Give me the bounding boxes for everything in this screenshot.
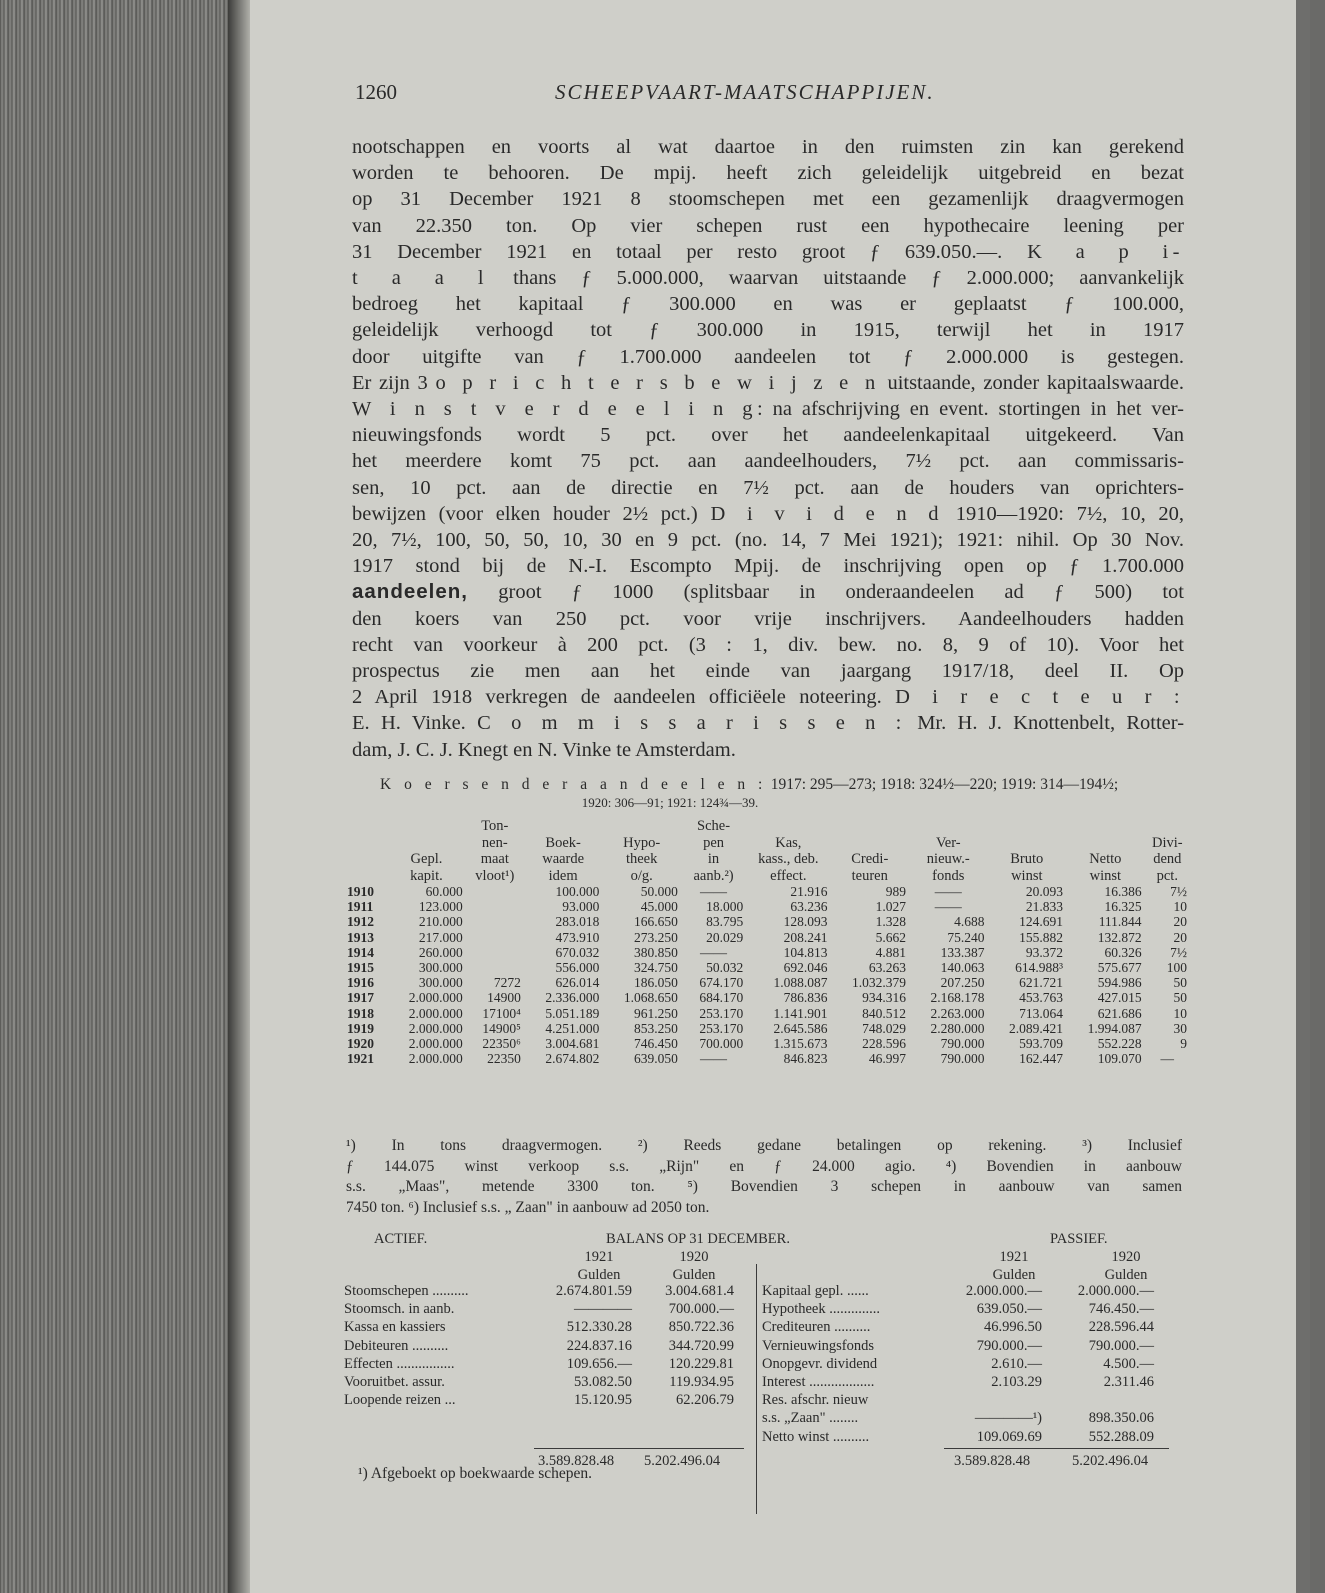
table-cell: 45.000 <box>640 899 678 915</box>
actief-col-1920: 1920 Gulden <box>672 1249 716 1284</box>
table-cell: 30 <box>1173 1020 1187 1036</box>
balance-item-label: Stoomschepen .......... <box>344 1283 469 1299</box>
table-row <box>344 899 1190 914</box>
table-cell: 75.240 <box>947 929 985 945</box>
table-cell: 1.328 <box>875 914 907 930</box>
table-cell: 713.064 <box>1019 1005 1064 1021</box>
balance-item-label: Loopende reizen ... <box>344 1392 456 1409</box>
table-cell: 20 <box>1173 929 1187 945</box>
table-cell: 140.063 <box>940 960 985 976</box>
table-cell: 1.315.673 <box>773 1036 828 1052</box>
table-cell: 10 <box>1173 899 1187 915</box>
table-cell: 50.000 <box>640 884 678 899</box>
table-cell: 133.387 <box>940 944 985 960</box>
table-cell: 4.251.000 <box>545 1020 600 1036</box>
text-line: nootschappen en voorts al wat daartoe in den ruimsten zin kan gerekend <box>352 136 1184 158</box>
balance-item-label: Debiteuren .......... <box>344 1337 449 1354</box>
table-cell: 217.000 <box>418 929 463 945</box>
text-line: 31 December 1921 en totaal per resto groot ƒ 639.050.—. K a p i- <box>352 240 1184 263</box>
balance-item-label: Onopgevr. dividend <box>762 1355 878 1372</box>
table-cell <box>466 945 524 960</box>
spaced-oprichtersbewijzen: o p r i c h t e r s b e w i j z e n <box>435 371 880 394</box>
text-line: sen, 10 pct. aan de directie en 7½ pct. aan de houders van oprichters- <box>352 476 1184 499</box>
text-line: dam, J. C. J. Knegt en N. Vinke te Amsterdam. <box>352 738 736 761</box>
balance-value-1920: 898.350.06 <box>1088 1410 1154 1427</box>
table-cell: 748.029 <box>862 1020 907 1036</box>
col-header-year <box>344 818 387 884</box>
book-page <box>250 0 1310 1593</box>
table-cell: 3.004.681 <box>545 1036 600 1052</box>
passief-row <box>762 1373 1192 1391</box>
balance-value-1920: 62.206.79 <box>676 1392 734 1409</box>
table-cell: 18.000 <box>706 899 744 915</box>
table-row <box>344 884 1190 899</box>
table-cell: 93.372 <box>1025 944 1064 960</box>
book-page-edges <box>0 0 250 1593</box>
table-cell: 575.677 <box>1097 960 1142 976</box>
actief-row <box>344 1391 749 1409</box>
table-cell: 208.241 <box>783 929 828 945</box>
balance-value-1921: 512.330.28 <box>566 1319 632 1336</box>
table-cell: 16.386 <box>1104 884 1142 899</box>
spaced-kapitaal: K a p i- <box>1027 240 1184 263</box>
text-line: van 22.350 ton. Op vier schepen rust een hypothecaire leening per <box>352 214 1184 237</box>
table-cell: 273.250 <box>634 929 678 945</box>
table-cell: 10 <box>1173 1005 1187 1021</box>
passief-label: PASSIEF. <box>1050 1231 1108 1247</box>
text-line: bedroeg het kapitaal ƒ 300.000 en was er geplaatst ƒ 100.000, <box>352 293 1184 316</box>
balance-value-1920: 3.004.681.4 <box>665 1283 734 1299</box>
passief-total-rule <box>944 1448 1169 1449</box>
passief-row <box>762 1300 1192 1318</box>
passief-col-1920: 1920 Gulden <box>1104 1249 1148 1284</box>
actief-total-rule <box>534 1448 744 1449</box>
col-header: Credi- teuren <box>851 851 889 884</box>
koersen-line-1: K o e r s e n d e r a a n d e e l e n : 1917: 295—273; 1918: 324½—220; 1919: 314—194½; <box>380 776 1119 793</box>
balance-value-1921: 790.000.— <box>976 1337 1042 1354</box>
text-line: den koers van 250 pct. voor vrije inschrijvers. Aandeelhouders hadden <box>352 607 1184 630</box>
table-cell: —— <box>700 1051 728 1067</box>
running-title: SCHEEPVAART-MAATSCHAPPIJEN. <box>555 80 935 104</box>
spaced-kapitaal-cont: t a a l <box>352 267 489 290</box>
actief-row <box>344 1300 749 1318</box>
table-cell <box>466 899 524 914</box>
table-cell: 1.068.650 <box>623 990 678 1006</box>
table-row <box>344 1021 1190 1036</box>
actief-row <box>344 1373 749 1391</box>
text-line: het meerdere komt 75 pct. aan aandeelhouders, 7½ pct. aan commissaris- <box>352 450 1184 473</box>
table-cell <box>466 914 524 929</box>
financial-table <box>344 818 1190 1066</box>
table-cell: 124.691 <box>1019 914 1064 930</box>
table-cell: 5.662 <box>875 929 907 945</box>
balance-value-1921: 2.610.— <box>991 1355 1042 1372</box>
table-cell: 670.032 <box>555 944 600 960</box>
text-line: recht van voorkeur à 200 pct. (3 : 1, div. bew. no. 8, 9 of 10). Voor het <box>352 633 1184 656</box>
table-cell: 14900 <box>487 990 521 1006</box>
table-row <box>344 990 1190 1005</box>
balance-divider <box>756 1264 757 1514</box>
year-cell: 1918 <box>347 1005 374 1021</box>
passief-row <box>762 1337 1192 1355</box>
table-cell: 300.000 <box>418 960 463 976</box>
table-cell: 63.263 <box>868 960 907 976</box>
passief-row <box>762 1391 1192 1409</box>
table-row <box>344 1006 1190 1021</box>
text-line: Er zijn 3 o p r i c h t e r s b e w i j z e n uitstaande, zonder kapitaalswaarde. <box>352 371 1184 394</box>
passief-row <box>762 1318 1192 1336</box>
col-header: Divi- dend pct. <box>1151 834 1183 884</box>
balance-value-1921: 109.656.— <box>566 1355 632 1372</box>
year-cell: 1912 <box>347 914 374 930</box>
actief-list <box>344 1282 749 1409</box>
text-line: aandeelen, groot ƒ 1000 (splitsbaar in onderaandeelen ad ƒ 500) tot <box>352 580 1184 604</box>
table-cell: 639.050 <box>634 1051 678 1067</box>
table-cell: 621.721 <box>1019 975 1064 991</box>
balance-header <box>344 1230 1189 1248</box>
text-line: op 31 December 1921 8 stoomschepen met een gezamenlijk draagvermogen <box>352 188 1184 211</box>
balance-value-1921: ————¹) <box>974 1410 1042 1427</box>
table-cell: 473.910 <box>555 929 600 945</box>
table-cell: 186.050 <box>634 975 678 991</box>
table-cell: 155.882 <box>1019 929 1064 945</box>
table-cell: 1.032.379 <box>852 975 907 991</box>
year-cell: 1920 <box>347 1036 374 1052</box>
balance-item-label: Crediteuren .......... <box>762 1319 871 1336</box>
balance-value-1920: 344.720.99 <box>668 1337 734 1354</box>
actief-label: ACTIEF. <box>374 1231 428 1247</box>
col-header: Hypo- theek o/g. <box>623 834 661 884</box>
text-line: W i n s t v e r d e e l i n g: na afschrijving en event. stortingen in het ver- <box>352 398 1184 421</box>
table-cell: 83.795 <box>706 914 744 930</box>
table-cell: 283.018 <box>555 914 600 930</box>
table-cell: 300.000 <box>418 975 463 991</box>
table-cell: 109.070 <box>1097 1051 1142 1067</box>
table-cell: 100.000 <box>555 884 600 899</box>
table-cell: 786.836 <box>783 990 828 1006</box>
balance-value-1920: 790.000.— <box>1088 1337 1154 1354</box>
balance-item-label: Kassa en kassiers <box>344 1319 446 1336</box>
table-cell: 22350⁶ <box>482 1036 521 1052</box>
col-header: Kas, kass., deb. effect. <box>758 834 819 884</box>
table-cell: 20 <box>1173 914 1187 930</box>
balance-value-1920: 120.229.81 <box>668 1355 734 1372</box>
footnote-line: s.s. „Maas", metende 3300 ton. ⁵) Bovendien 3 schepen in aanbouw van samen <box>346 1178 1182 1195</box>
table-cell: 20.093 <box>1025 884 1064 899</box>
table-cell: 746.450 <box>634 1036 678 1052</box>
table-cell: 46.997 <box>868 1051 907 1067</box>
balance-item-label: Res. afschr. nieuw <box>762 1392 869 1409</box>
balance-value-1920: 552.288.09 <box>1088 1428 1154 1445</box>
table-cell: 162.447 <box>1019 1051 1064 1067</box>
balance-value-1921: 15.120.95 <box>574 1392 632 1409</box>
table-cell: 207.250 <box>940 975 985 991</box>
table-cell: 2.000.000 <box>408 1005 463 1021</box>
table-row <box>344 960 1190 975</box>
table-cell: 93.000 <box>562 899 600 915</box>
table-cell: — <box>1160 1051 1175 1067</box>
col-header: Netto winst <box>1089 851 1122 884</box>
text-line: 20, 7½, 100, 50, 50, 10, 30 en 9 pct. (no. 14, 7 Mei 1921); 1921: nihil. Op 30 Nov. <box>352 529 1184 552</box>
balance-value-1920: 228.596.44 <box>1088 1319 1154 1336</box>
table-row <box>344 930 1190 945</box>
table-cell: 166.650 <box>634 914 678 930</box>
table-cell: 700.000 <box>699 1036 744 1052</box>
table-footnotes <box>346 1136 1182 1218</box>
spaced-dividend: D i v i d e n d <box>710 502 944 525</box>
balance-item-label: Effecten ................ <box>344 1355 455 1372</box>
table-cell: 123.000 <box>418 899 463 915</box>
text-line: t a a l thans ƒ 5.000.000, waarvan uitstaande ƒ 2.000.000; aanvankelijk <box>352 267 1184 290</box>
table-cell: 132.872 <box>1097 929 1142 945</box>
table-cell: 2.000.000 <box>408 990 463 1006</box>
actief-row <box>344 1337 749 1355</box>
balance-value-1921: 224.837.16 <box>566 1337 632 1354</box>
text-line: prospectus zie men aan het einde van jaargang 1917/18, deel II. Op <box>352 660 1184 683</box>
col-header: Boek- waarde idem <box>542 834 585 884</box>
table-cell: 614.988³ <box>1015 960 1064 976</box>
table-cell: 228.596 <box>862 1036 907 1052</box>
balance-value-1920: 850.722.36 <box>668 1319 734 1336</box>
table-cell: 626.014 <box>555 975 600 991</box>
table-cell: 5.051.189 <box>545 1005 600 1021</box>
table-cell: 7272 <box>493 975 521 991</box>
balance-value-1921: ———— <box>574 1301 632 1318</box>
balance-value-1920: 2.311.46 <box>1103 1373 1154 1390</box>
table-cell: 111.844 <box>1098 914 1142 930</box>
text-line: nieuwingsfonds wordt 5 pct. over het aandeelenkapitaal uitgekeerd. Van <box>352 424 1184 447</box>
text-line: 2 April 1918 verkregen de aandeelen officiëele noteering. D i r e c t e u r : <box>352 686 1184 709</box>
table-cell: 7½ <box>1170 884 1187 899</box>
table-cell: 594.986 <box>1097 975 1142 991</box>
balance-value-1920: 700.000.— <box>668 1301 734 1318</box>
table-cell: 50 <box>1173 975 1187 991</box>
table-cell: 427.015 <box>1097 990 1142 1006</box>
table-cell: 846.823 <box>783 1051 828 1067</box>
footnote-line: ƒ 144.075 winst verkoop s.s. „Rijn" en ƒ 24.000 agio. ⁴) Bovendien in aanbouw <box>346 1157 1182 1175</box>
table-cell: 253.170 <box>699 1005 744 1021</box>
year-cell: 1917 <box>347 990 374 1006</box>
table-cell: 7½ <box>1170 944 1187 960</box>
spaced-directeur: D i r e c t e u r : <box>895 686 1184 709</box>
passief-row <box>762 1409 1192 1427</box>
table-cell: 2.168.178 <box>930 990 985 1006</box>
balance-value-1920: 4.500.— <box>1103 1355 1154 1372</box>
passief-row <box>762 1282 1192 1300</box>
table-row <box>344 914 1190 929</box>
year-cell: 1913 <box>347 929 374 945</box>
passief-list <box>762 1282 1192 1446</box>
balance-item-label: Vooruitbet. assur. <box>344 1373 445 1390</box>
balance-item-label: Stoomsch. in aanb. <box>344 1301 455 1318</box>
balance-item-label: Vernieuwingsfonds <box>762 1337 874 1354</box>
passief-row <box>762 1355 1192 1373</box>
table-cell: 556.000 <box>555 960 600 976</box>
table-cell: 253.170 <box>699 1020 744 1036</box>
table-cell: 50.032 <box>706 960 744 976</box>
balance-value-1920: 746.450.— <box>1088 1301 1154 1318</box>
spaced-winstverdeeling: W i n s t v e r d e e l i n g <box>352 398 757 421</box>
col-header: Ver- nieuw.- fonds <box>926 834 970 884</box>
table-cell: 210.000 <box>418 914 463 930</box>
table-cell: 324.750 <box>634 960 678 976</box>
balance-value-1921: 2.674.801.59 <box>555 1283 632 1299</box>
balance-item-label: Interest .................. <box>762 1373 875 1390</box>
table-cell: 2.000.000 <box>408 1020 463 1036</box>
actief-row <box>344 1318 749 1336</box>
table-cell: 22350 <box>487 1051 521 1067</box>
balance-value-1920: 119.934.95 <box>669 1373 734 1390</box>
table-cell: 9 <box>1180 1036 1187 1052</box>
table-cell: 961.250 <box>634 1005 678 1021</box>
table-cell: 2.089.421 <box>1009 1020 1064 1036</box>
table-cell: 593.709 <box>1019 1036 1064 1052</box>
table-cell: 14900⁵ <box>482 1020 521 1036</box>
bold-aandeelen: aandeelen, <box>352 580 468 604</box>
running-header <box>355 80 1190 110</box>
table-cell: 104.813 <box>783 944 828 960</box>
text-line: 1917 stond bij de N.-I. Escompto Mpij. de inschrijving open op ƒ 1.700.000 <box>352 555 1184 578</box>
passief-row <box>762 1428 1192 1446</box>
passief-col-1921: 1921 Gulden <box>992 1249 1036 1284</box>
year-cell: 1910 <box>347 884 374 899</box>
actief-row <box>344 1355 749 1373</box>
koersen-block <box>380 776 1180 812</box>
balance-item-label: Netto winst .......... <box>762 1428 870 1445</box>
table-cell: 2.000.000 <box>408 1036 463 1052</box>
table-cell: 621.686 <box>1097 1005 1142 1021</box>
koersen-line-2: 1920: 306—91; 1921: 124¾—39. <box>581 795 759 810</box>
col-header: Bruto winst <box>1010 851 1044 884</box>
table-cell: —— <box>700 884 728 899</box>
year-cell: 1915 <box>347 960 374 976</box>
table-cell: 1.027 <box>875 899 907 915</box>
year-cell: 1921 <box>347 1051 374 1067</box>
balance-value-1921: 53.082.50 <box>574 1373 632 1390</box>
balance-value-1920: 2.000.000.— <box>1077 1283 1154 1299</box>
text-line: geleidelijk verhoogd tot ƒ 300.000 in 1915, terwijl het in 1917 <box>352 319 1184 342</box>
table-cell <box>466 930 524 945</box>
table-cell: 128.093 <box>783 914 828 930</box>
balance-value-1921: 46.996.50 <box>984 1319 1042 1336</box>
actief-total-1921: 3.589.828.48 <box>538 1453 615 1469</box>
balance-value-1921: 2.000.000.— <box>965 1283 1042 1299</box>
table-cell: 17100⁴ <box>482 1005 521 1021</box>
table-cell: 674.170 <box>699 975 744 991</box>
spaced-commissarissen: C o m m i s s a r i s s e n : <box>477 712 906 735</box>
passief-total-1920: 5.202.496.04 <box>1072 1453 1149 1469</box>
footnote-line: ¹) In tons draagvermogen. ²) Reeds gedane betalingen op rekening. ³) Inclusief <box>346 1137 1182 1154</box>
page-gutter-shadow <box>1296 0 1310 1593</box>
table-cell: 1.141.901 <box>773 1005 828 1021</box>
balance-title: BALANS OP 31 DECEMBER. <box>606 1231 790 1247</box>
table-cell: 260.000 <box>418 944 463 960</box>
footnote-line: 7450 ton. ⁶) Inclusief s.s. „ Zaan" in aanbouw ad 2050 ton. <box>346 1198 710 1216</box>
actief-total-1920: 5.202.496.04 <box>644 1453 721 1469</box>
table-cell: —— <box>934 884 962 899</box>
table-cell: 1.994.087 <box>1087 1020 1142 1036</box>
table-cell: 60.000 <box>425 884 463 899</box>
table-cell: 4.688 <box>954 914 985 930</box>
table-cell: 380.850 <box>634 944 678 960</box>
table-cell: 21.833 <box>1025 899 1064 915</box>
balance-value-1921: 639.050.— <box>976 1301 1042 1318</box>
body-text <box>352 134 1184 763</box>
balance-value-1921: 2.103.29 <box>991 1373 1042 1390</box>
table-cell: 453.763 <box>1019 990 1064 1006</box>
table-row <box>344 945 1190 960</box>
table-cell: —— <box>934 899 962 915</box>
balance-value-1921: 109.069.69 <box>976 1428 1042 1445</box>
table-cell: 2.280.000 <box>930 1020 985 1036</box>
table-cell <box>466 960 524 975</box>
table-cell: —— <box>700 944 728 960</box>
table-cell: 16.325 <box>1104 899 1142 915</box>
table-cell: 2.674.802 <box>545 1051 600 1067</box>
year-cell: 1914 <box>347 944 374 960</box>
passief-total-1921: 3.589.828.48 <box>954 1453 1031 1469</box>
table-cell: 684.170 <box>699 990 744 1006</box>
balance-sheet <box>344 1230 1189 1490</box>
balance-item-label: s.s. „Zaan" ........ <box>762 1410 859 1427</box>
table-cell: 790.000 <box>940 1051 985 1067</box>
table-cell: 2.336.000 <box>545 990 600 1006</box>
text-line: door uitgifte van ƒ 1.700.000 aandeelen tot ƒ 2.000.000 is gestegen. <box>352 345 1184 368</box>
table-row <box>344 975 1190 990</box>
year-cell: 1919 <box>347 1020 374 1036</box>
balance-item-label: Hypotheek .............. <box>762 1301 880 1318</box>
table-cell: 4.881 <box>875 944 907 960</box>
table-cell: 790.000 <box>940 1036 985 1052</box>
table-row <box>344 1036 1190 1051</box>
table-cell: 2.000.000 <box>408 1051 463 1067</box>
page-number: 1260 <box>355 80 397 104</box>
table-row <box>344 1051 1190 1066</box>
table-cell: 63.236 <box>790 899 828 915</box>
table-cell <box>466 884 524 899</box>
col-header: Gepl. kapit. <box>410 851 443 884</box>
table-body <box>344 884 1190 1066</box>
actief-col-1921: 1921 Gulden <box>577 1249 621 1284</box>
table-cell: 853.250 <box>634 1020 678 1036</box>
table-cell: 2.263.000 <box>930 1005 985 1021</box>
col-header: Sche- pen in aanb.²) <box>693 818 734 884</box>
table-cell: 100 <box>1166 960 1187 976</box>
table-cell: 2.645.586 <box>773 1020 828 1036</box>
text-line: bewijzen (voor elken houder 2½ pct.) D i v i d e n d 1910—1920: 7½, 10, 20, <box>352 502 1184 525</box>
table-cell: 1.088.087 <box>773 975 828 991</box>
table-cell: 840.512 <box>862 1005 907 1021</box>
text-line: E. H. Vinke. C o m m i s s a r i s s e n : Mr. H. J. Knottenbelt, Rotter- <box>352 712 1184 735</box>
table-cell: 934.316 <box>862 990 907 1006</box>
year-cell: 1916 <box>347 975 374 991</box>
balance-item-label: Kapitaal gepl. ...... <box>762 1283 869 1299</box>
table-cell: 60.326 <box>1104 944 1142 960</box>
text-line: worden te behooren. De mpij. heeft zich geleidelijk uitgebreid en bezat <box>352 162 1184 185</box>
col-header: Ton- nen- maat vloot¹) <box>475 818 515 884</box>
table-cell: 20.029 <box>706 929 744 945</box>
table-cell: 552.228 <box>1097 1036 1142 1052</box>
table-cell: 989 <box>885 884 907 899</box>
table-cell: 692.046 <box>783 960 828 976</box>
table-cell: 21.916 <box>790 884 828 899</box>
table-cell: 50 <box>1173 990 1187 1006</box>
actief-row <box>344 1282 749 1300</box>
balance-footnote: ¹) Afgeboekt op boekwaarde schepen. <box>358 1465 593 1482</box>
year-cell: 1911 <box>347 899 374 915</box>
table-header-row <box>344 818 1190 884</box>
